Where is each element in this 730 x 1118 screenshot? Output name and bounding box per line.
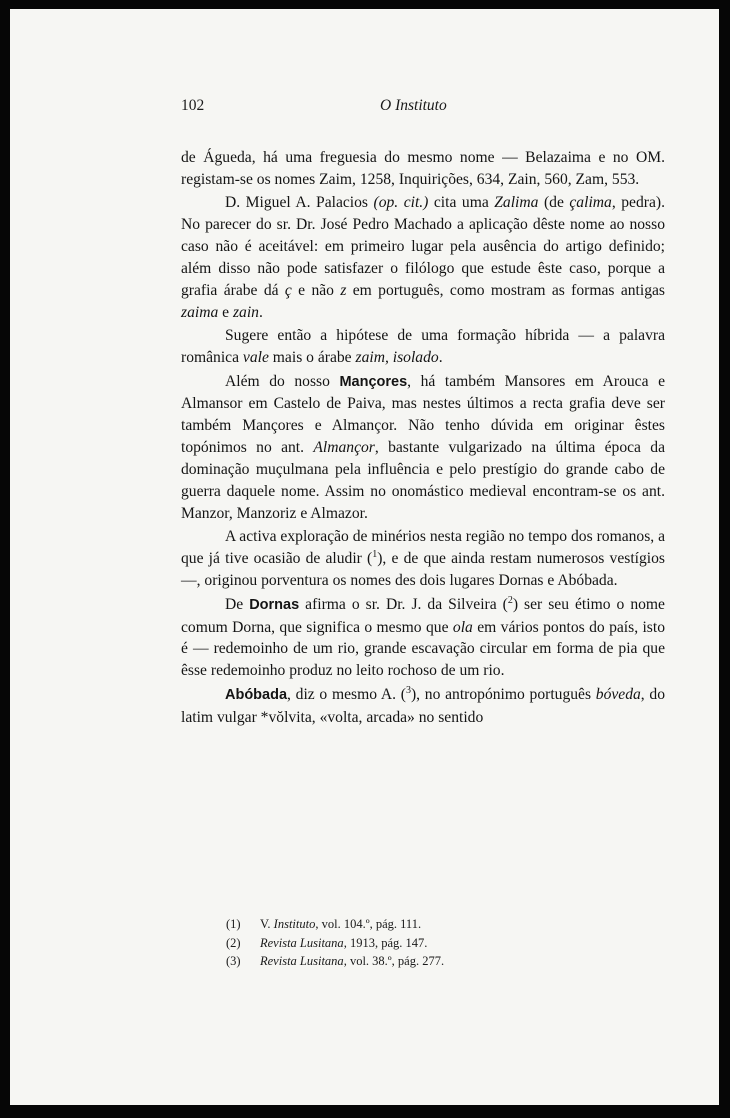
footnote [226, 915, 646, 934]
italic-term: Zalima [494, 194, 539, 212]
footnotes [226, 915, 646, 971]
paragraph [181, 371, 665, 525]
text-run: A activa exploração de minérios nesta região no tempo dos romanos, a que já tive ocasião de aludir ( [181, 528, 665, 568]
italic-term: çalima [569, 194, 612, 212]
footnote-detail: , vol. 104.º, pág. 111. [315, 917, 422, 931]
paragraph [181, 192, 665, 323]
text-run: em vários pontos do país, isto é — redemoinho de um rio, grande escavação circular em forma de pia que êsse redemoinho produz no leito rochoso de um rio. [181, 618, 666, 680]
text-run: Sugere então a hipótese de uma formação híbrida — a palavra românica [181, 327, 665, 367]
paragraph [181, 147, 665, 191]
paragraph [181, 594, 665, 683]
italic-term: (op. cit.) [373, 194, 429, 212]
footnote-mark: (3) [226, 954, 241, 968]
italic-term: zain [232, 303, 259, 321]
text-run: (de [538, 194, 570, 212]
paragraph [181, 325, 665, 369]
footnote-prefix: V. [260, 917, 274, 931]
place-name-heading: Dornas [249, 596, 300, 613]
footnote-mark: (1) [226, 917, 241, 931]
text-run: , bastante vulgarizado na última época da dominação muçulmana pela influência e pelo prestígio do grande cabo de guerra daquele nome. Assim no onomástico medieval encontram-se os ant. Manzor, Manzoriz e Almazor. [181, 439, 666, 522]
footnote-source: Instituto [273, 917, 316, 931]
footnote-ref: 2 [507, 594, 513, 606]
running-title: O Instituto [380, 97, 447, 114]
text-run: D. Miguel A. Palacios [225, 194, 374, 212]
place-name-heading: Abóbada [225, 686, 288, 703]
scanned-page [10, 9, 719, 1105]
text-run: . [258, 303, 263, 321]
running-header [181, 97, 495, 121]
footnote-detail: , 1913, pág. 147. [343, 935, 428, 950]
footnote-source: Revista Lusitana [260, 954, 344, 968]
place-name-heading: Mançores [339, 373, 408, 390]
footnote-ref: 1 [372, 549, 378, 561]
italic-term: zaima [181, 303, 219, 321]
text-run: mais o árabe [268, 349, 356, 367]
text-run: , diz o mesmo A. ( [287, 685, 406, 703]
italic-term: ç [284, 281, 292, 299]
text-run: e [218, 303, 233, 321]
text-run: , há também Mansores em Arouca e Almansor em Castelo de Paiva, mas nestes últimos a recta grafia deve ser também Mançores e Almançor. Não tenho dúvida em originar êstes topónimos no ant. [181, 372, 665, 457]
footnote-ref: 3 [405, 684, 411, 696]
footnote-detail: , vol. 38.º, pág. 277. [343, 954, 445, 968]
text-run: em português, como mostram as formas antigas [346, 281, 665, 299]
text-run: ), e de que ainda restam numerosos vestígios —, originou porventura os nomes des dois lugares Dornas e Abóbada. [181, 550, 665, 590]
italic-term: bóveda [595, 685, 641, 703]
text-run: cita uma [428, 194, 495, 212]
footnote [226, 934, 646, 953]
text-run: afirma o sr. Dr. J. da Silveira ( [299, 595, 508, 613]
text-run: ) ser seu étimo o nome comum Dorna, que significa o mesmo que [181, 595, 665, 636]
body-text [181, 147, 665, 730]
text-run: ), no antropónimo português [410, 685, 596, 703]
paragraph [181, 526, 665, 592]
footnote-source: Revista Lusitana [260, 935, 344, 950]
text-run: . [438, 349, 443, 367]
text-run: De [225, 595, 250, 613]
paragraph [181, 684, 665, 729]
footnote [226, 952, 646, 971]
italic-term: z [340, 281, 347, 299]
text-run: , do latim vulgar *vŏlvita, «volta, arcada» no sentido [181, 685, 666, 726]
italic-term: zaim, isolado [355, 349, 439, 367]
text-run: de Águeda, há uma freguesia do mesmo nome — Belazaima e no OM. registam-se os nomes Zaim, 1258, Inquirições, 634, Zain, 560, Zam, 553. [181, 149, 665, 188]
text-run: , pedra). No parecer do sr. Dr. José Pedro Machado a aplicação dêste nome ao nosso caso não é aceitável: em primeiro lugar pela ausência do artigo definido; além disso não pode satisfazer o filólogo que estude êste caso, porque a grafia árabe dá [181, 194, 665, 299]
text-run: Além do nosso [225, 372, 340, 390]
text-run: e não [291, 281, 341, 299]
footnote-mark: (2) [226, 935, 241, 950]
italic-term: vale [242, 349, 269, 367]
italic-term: ola [452, 618, 473, 636]
italic-term: Almançor [313, 439, 375, 457]
page-number: 102 [181, 97, 205, 114]
